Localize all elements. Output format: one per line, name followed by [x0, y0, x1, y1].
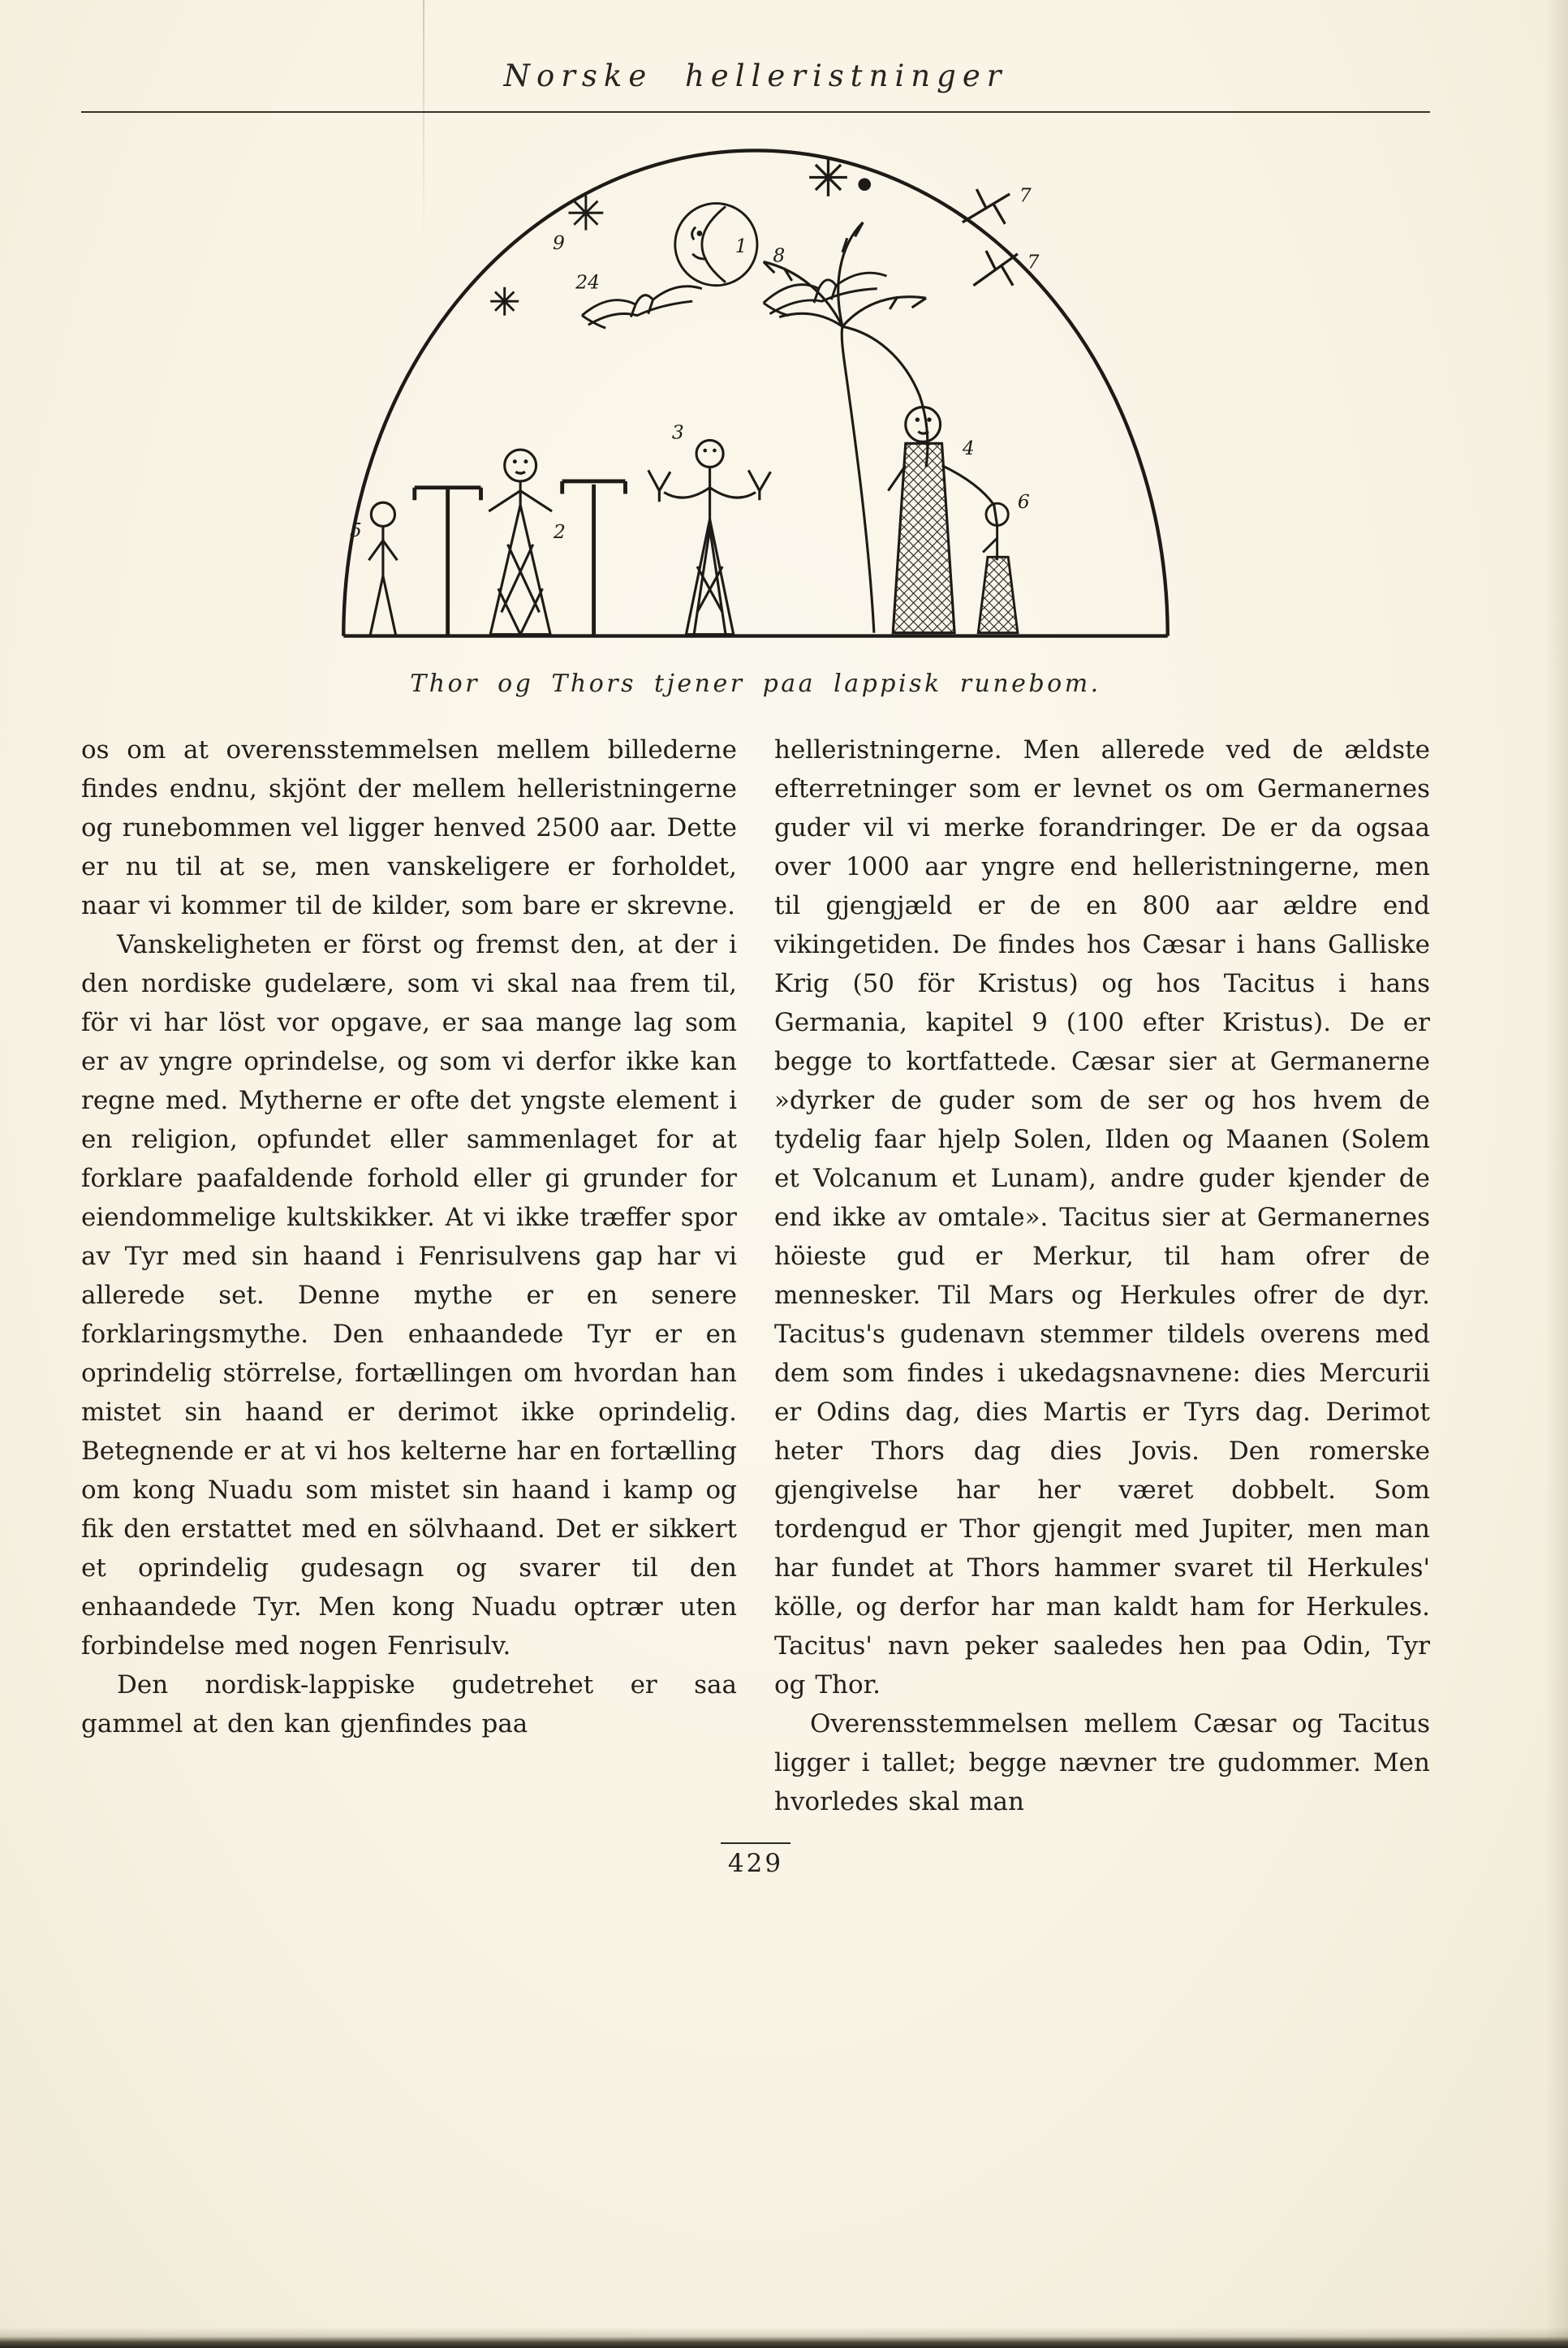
- paragraph: Vanskeligheten er först og fremst den, at der i den nordiske gudelære, som vi skal naa frem til, för vi har löst vor opgave, er saa mange lag som er av yngre oprindelse, og som vi derfor ikke kan regne med. Mytherne er ofte det yngste element i en religion, opfundet eller sammenlaget for at forklare paafaldende forhold eller gi grunder for eiendommelige kultskikker. At vi ikke træffer spor av Tyr med sin haand i Fenrisulvens gap har vi allerede set. Denne mythe er en senere forklaringsmythe. Den enhaandede Tyr er en oprindelig störrelse, fortællingen om hvordan han mistet sin haand er derimot ikke oprindelig. Betegnende er at vi hos kelterne har en fortælling om kong Nuadu som mistet sin haand i kamp og fik den erstattet med en sölvhaand. Det er sikkert et oprindelig gudesagn og svarer til den enhaandede Tyr. Men kong Nuadu optrær uten forbindelse med nogen Fenrisulv.: [81, 930, 737, 1661]
- paragraph: Den nordisk-lappiske gudetrehet er saa gammel at den kan gjenfindes paa: [81, 1670, 737, 1738]
- paragraph: Overensstemmelsen mellem Cæsar og Tacitus ligger i tallet; begge nævner tre gudommer. Men hvorledes skal man: [774, 1709, 1430, 1816]
- thor-number: 4: [962, 436, 975, 459]
- antler-icon: [963, 189, 1010, 224]
- star-number: 9: [553, 231, 565, 255]
- bird-left-number: 24: [575, 270, 600, 294]
- text-columns: [81, 730, 1430, 1821]
- figure-icon: [489, 450, 552, 635]
- hammer-icon: [415, 488, 481, 635]
- hammer-icon: [562, 481, 626, 635]
- bird-icon: [582, 286, 702, 328]
- figure-icon: [368, 502, 397, 634]
- paper-bottom-edge: [0, 2327, 1568, 2348]
- paragraph: os om at overensstemmelsen mellem billederne findes endnu, skjönt der mellem helleristningerne og runebommen vel ligger henved 2500 aar. Dette er nu til at se, men vanskeligere er forholdet, naar vi kommer til de kilder, som bare er skrevne.: [81, 735, 737, 920]
- hammer-man-number: 2: [554, 519, 566, 543]
- figure-icon: [648, 440, 771, 634]
- small-figure-number: 5: [350, 519, 362, 542]
- page-number: 429: [727, 1849, 784, 1878]
- runebom-illustration: [81, 134, 1430, 698]
- right-column: [774, 730, 1430, 1821]
- child-number: 6: [1017, 490, 1030, 514]
- header-rule: [81, 111, 1430, 113]
- antler-bottom-number: 7: [1027, 250, 1040, 274]
- page-footer: [81, 1842, 1430, 1878]
- arch-outline: [343, 150, 1167, 635]
- page-title: Norske helleristninger: [503, 58, 1008, 93]
- bird-icon: [764, 273, 887, 316]
- cup-bearer-number: 3: [671, 420, 684, 444]
- figure-caption: Thor og Thors tjener paa lappisk runebom.: [410, 670, 1101, 698]
- bird-right-number: 8: [773, 243, 786, 267]
- runebom-drawing: [321, 134, 1190, 653]
- antler-top-number: 7: [1019, 183, 1032, 207]
- paragraph: helleristningerne. Men allerede ved de ældste efterretninger som er levnet os om Germanernes guder vil vi merke forandringer. De er da ogsaa over 1000 aar yngre end helleristningerne, men til gjengjæld er de en 800 aar ældre end vikingetiden. De findes hos Cæsar i hans Galliske Krig (50 för Kristus) og hos Tacitus i hans Germania, kapitel 9 (100 efter Kristus). De er begge to kortfattede. Cæsar sier at Germanerne »dyrker de guder som de ser og hos hvem de tydelig faar hjelp Solen, Ilden og Maanen (Solem et Volcanum et Lunam), andre guder kjender de end ikke av omtale». Tacitus sier at Germanernes höieste gud er Merkur, til ham ofrer de mennesker. Til Mars og Herkules ofrer de dyr. Tacitus's gudenavn stemmer tildels overens med dem som findes i ukedagsnavnene: dies Mercurii er Odins dag, dies Martis er Tyrs dag. Derimot heter Thors dag dies Jovis. Den romerske gjengivelse har her været dobbelt. Som tordengud er Thor gjengit med Jupiter, men man har fundet at Thors hammer svaret til Herkules' kölle, og derfor har man kaldt ham for Herkules. Tacitus' navn peker saaledes hen paa Odin, Tyr og Thor.: [774, 735, 1430, 1700]
- star-icon: [490, 287, 519, 316]
- page-number-rule: [721, 1842, 790, 1844]
- figure-icon: [888, 407, 997, 633]
- left-column: [81, 730, 737, 1821]
- star-dot-icon: [809, 158, 871, 196]
- moon-number: 1: [734, 234, 747, 257]
